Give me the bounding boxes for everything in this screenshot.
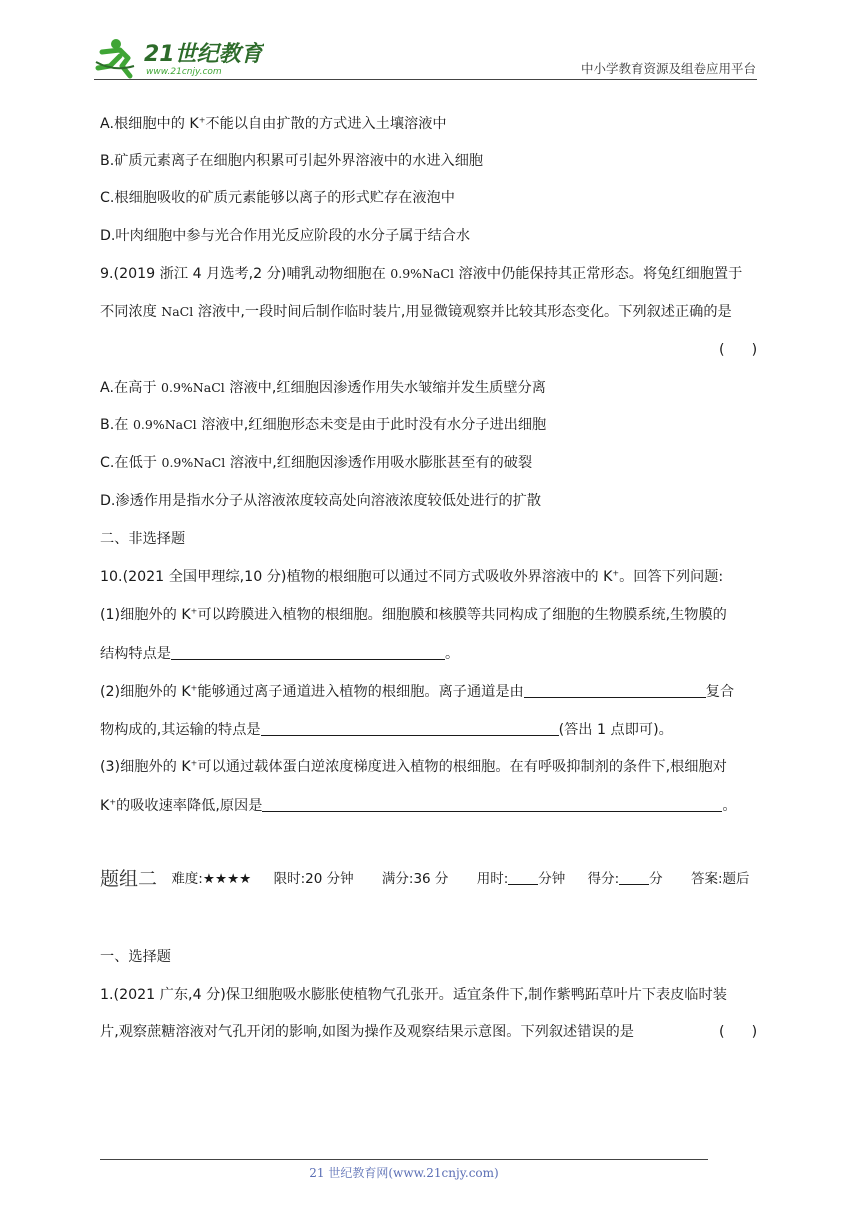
answer-blank[interactable]	[171, 643, 445, 660]
q1-answer-paren: ( )	[719, 1024, 758, 1040]
q9-option-d: D.渗透作用是指水分子从溶液浓度较高处向溶液浓度较低处进行的扩散	[100, 493, 542, 509]
q8-option-a: A.根细胞中的 K+不能以自由扩散的方式进入土壤溶液中	[100, 115, 447, 132]
svg-text:21世纪教育: 21世纪教育	[144, 42, 263, 67]
q9-option-c: C.在低于 0.9%NaCl 溶液中,红细胞因渗透作用吸水膨胀甚至有的破裂	[100, 455, 533, 471]
time-limit: 限时:20 分钟	[273, 871, 354, 887]
q9-option-b: B.在 0.9%NaCl 溶液中,红细胞形态未变是由于此时没有水分子进出细胞	[100, 417, 547, 433]
difficulty: 难度:★★★★	[171, 871, 252, 887]
q10-part1-line1: (1)细胞外的 K+可以跨膜进入植物的根细胞。细胞膜和核膜等共同构成了细胞的生物膜系统,生物膜的	[100, 606, 727, 623]
q8-option-b: B.矿质元素离子在细胞内积累可引起外界溶液中的水进入细胞	[100, 153, 484, 169]
q10-part3-line2: K+的吸收速率降低,原因是 。	[100, 795, 737, 816]
answer-blank[interactable]	[262, 795, 722, 812]
q1-stem-line1: 1.(2021 广东,4 分)保卫细胞吸水膨胀使植物气孔张开。适宜条件下,制作紫鸭跖草叶片下表皮临时装	[100, 987, 727, 1003]
svg-text:www.21cnjy.com: www.21cnjy.com	[146, 67, 222, 77]
q10-part2-line1: (2)细胞外的 K+能够通过离子通道进入植物的根细胞。离子通道是由 复合	[100, 681, 734, 702]
q10-part3-line1: (3)细胞外的 K+可以通过载体蛋白逆浓度梯度进入植物的根细胞。在有呼吸抑制剂的条件下,根细胞对	[100, 758, 727, 775]
answer-blank[interactable]	[261, 719, 559, 736]
answer-blank[interactable]	[524, 681, 706, 698]
site-logo	[94, 36, 264, 80]
question-group-info: 题组二 难度:★★★★ 限时:20 分钟 满分:36 分 用时: 分钟 得分: 分 答案:题后	[100, 868, 750, 890]
q10-part1-line2: 结构特点是 。	[100, 643, 459, 664]
time-used-blank[interactable]	[508, 868, 538, 885]
q8-option-d: D.叶肉细胞中参与光合作用光反应阶段的水分子属于结合水	[100, 228, 471, 244]
q1-stem-line2: 片,观察蔗糖溶液对气孔开闭的影响,如图为操作及观察结果示意图。下列叙述错误的是	[100, 1024, 634, 1040]
q9-answer-paren: ( )	[719, 342, 758, 358]
group-title: 题组二	[100, 868, 158, 890]
header-divider	[94, 79, 757, 80]
score-blank[interactable]	[619, 868, 649, 885]
runner-icon	[96, 39, 134, 76]
platform-name: 中小学教育资源及组卷应用平台	[580, 61, 756, 76]
q8-option-c: C.根细胞吸收的矿质元素能够以离子的形式贮存在液泡中	[100, 190, 455, 206]
q9-stem-line1: 9.(2019 浙江 4 月选考,2 分)哺乳动物细胞在 0.9%NaCl 溶液中仍能保持其正常形态。将兔红细胞置于	[100, 266, 743, 282]
q10-intro: 10.(2021 全国甲理综,10 分)植物的根细胞可以通过不同方式吸收外界溶液中的 K+。回答下列问题:	[100, 568, 724, 585]
footer-divider	[100, 1159, 708, 1160]
q10-part2-line2: 物构成的,其运输的特点是 (答出 1 点即可)。	[100, 719, 673, 740]
full-score: 满分:36 分	[381, 871, 449, 887]
q9-option-a: A.在高于 0.9%NaCl 溶液中,红细胞因渗透作用失水皱缩并发生质壁分离	[100, 380, 546, 396]
footer-site[interactable]: 21 世纪教育网(www.21cnjy.com)	[309, 1166, 499, 1180]
section-heading-choice: 一、选择题	[100, 949, 171, 965]
q9-stem-line2: 不同浓度 NaCl 溶液中,一段时间后制作临时装片,用显微镜观察并比较其形态变化。下列叙述正确的是	[100, 304, 732, 320]
section-heading-nonchoice: 二、非选择题	[100, 531, 186, 547]
answer-location: 答案:题后	[690, 871, 750, 887]
